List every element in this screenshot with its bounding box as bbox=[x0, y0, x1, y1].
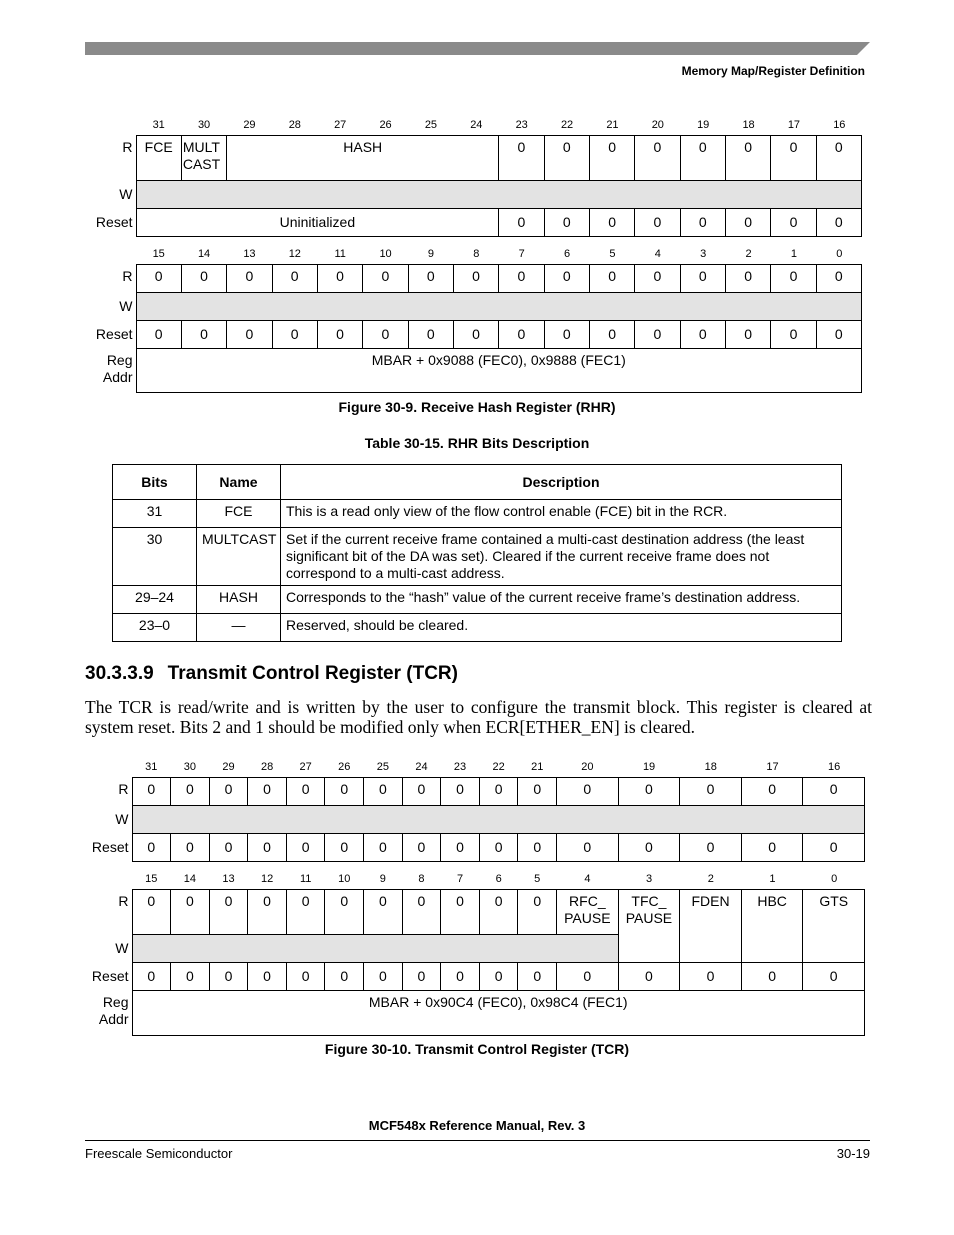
bit-value: 0 bbox=[499, 136, 544, 181]
bit-value: 0 bbox=[518, 834, 557, 862]
bit-value: 0 bbox=[803, 834, 865, 862]
bit-value: 0 bbox=[441, 834, 480, 862]
bit-value: 0 bbox=[402, 890, 441, 935]
bit-value: 0 bbox=[518, 963, 557, 991]
field-rfc-pause: RFC_ PAUSE bbox=[557, 890, 619, 935]
bit-value: 0 bbox=[209, 963, 248, 991]
bit-value: 0 bbox=[544, 136, 589, 181]
bit-value: 0 bbox=[635, 136, 680, 181]
rhr-bit-numbers-upper: 31 30 29 28 27 26 25 24 23 22 21 20 19 18 17 16 bbox=[152, 119, 846, 131]
bit-value: 0 bbox=[132, 890, 171, 935]
field-tfc-pause: TFC_ PAUSE bbox=[618, 890, 680, 963]
bit-value: 0 bbox=[209, 834, 248, 862]
table-row bbox=[113, 500, 842, 528]
reg-addr-label: Reg Addr bbox=[102, 351, 133, 385]
footer-company: Freescale Semiconductor bbox=[85, 1146, 233, 1161]
bit-value: 0 bbox=[499, 209, 544, 237]
bit-value: 0 bbox=[402, 834, 441, 862]
bit-value: 0 bbox=[816, 321, 861, 349]
bit-value: 0 bbox=[181, 265, 226, 293]
bit-value: 0 bbox=[364, 778, 403, 806]
bit-value: 0 bbox=[589, 265, 634, 293]
field-hbc: HBC bbox=[741, 890, 803, 963]
bit-value: 0 bbox=[635, 209, 680, 237]
bit-value: 0 bbox=[618, 834, 680, 862]
bit-value: 0 bbox=[771, 265, 816, 293]
bit-value: 0 bbox=[441, 778, 480, 806]
bit-value: 0 bbox=[816, 136, 861, 181]
bit-value: 0 bbox=[680, 265, 725, 293]
bit-value: 0 bbox=[364, 890, 403, 935]
bit-value: 0 bbox=[453, 321, 498, 349]
bit-value: 0 bbox=[680, 963, 742, 991]
bit-value: 0 bbox=[479, 778, 518, 806]
tcr-bit-numbers-lower: 15 14 13 12 11 10 9 8 7 6 5 4 3 2 1 0 bbox=[145, 873, 838, 885]
reg-addr-label: Reg Addr bbox=[98, 993, 129, 1027]
bit-value: 0 bbox=[518, 890, 557, 935]
bit-value: 0 bbox=[618, 778, 680, 806]
table-title: Table 30-15. RHR Bits Description bbox=[364, 435, 590, 451]
bit-value: 0 bbox=[635, 265, 680, 293]
figure-caption: Figure 30-10. Transmit Control Register (TCR) bbox=[324, 1041, 630, 1057]
column-header-name: Name bbox=[197, 465, 281, 500]
bit-value: 0 bbox=[544, 209, 589, 237]
table-row bbox=[113, 614, 842, 642]
bit-value: 0 bbox=[680, 778, 742, 806]
bit-value: 0 bbox=[136, 321, 181, 349]
section-number: 30.3.3.9 bbox=[85, 663, 154, 684]
bit-value: 0 bbox=[317, 321, 362, 349]
table-row bbox=[113, 528, 842, 586]
bit-value: 0 bbox=[635, 321, 680, 349]
bit-value: 0 bbox=[499, 321, 544, 349]
bit-value: 0 bbox=[544, 265, 589, 293]
bit-value: 0 bbox=[816, 209, 861, 237]
read-row-label: R bbox=[118, 892, 129, 909]
tcr-register-upper bbox=[82, 777, 865, 862]
reset-uninitialized: Uninitialized bbox=[136, 209, 499, 237]
bit-value: 0 bbox=[803, 963, 865, 991]
bit-value: 0 bbox=[325, 778, 364, 806]
bit-value: 0 bbox=[363, 265, 408, 293]
reset-row-label: Reset bbox=[91, 839, 129, 855]
figure-caption: Figure 30-9. Receive Hash Register (RHR) bbox=[338, 399, 616, 415]
bit-value: 0 bbox=[479, 963, 518, 991]
bit-value: 0 bbox=[499, 265, 544, 293]
write-row-shaded bbox=[136, 181, 862, 209]
register-address: MBAR + 0x90C4 (FEC0), 0x98C4 (FEC1) bbox=[132, 991, 865, 1036]
cell-name: HASH bbox=[197, 586, 281, 614]
bit-value: 0 bbox=[248, 778, 287, 806]
column-header-description: Description bbox=[281, 465, 842, 500]
bit-value: 0 bbox=[136, 265, 181, 293]
bit-value: 0 bbox=[171, 963, 210, 991]
write-row-shaded bbox=[136, 293, 862, 321]
register-address: MBAR + 0x9088 (FEC0), 0x9888 (FEC1) bbox=[136, 349, 862, 393]
section-paragraph: The TCR is read/write and is written by the user to configure the transmit block. This register is cleared at system reset. Bits 2 and 1 should be modified only when ECR[ETHER_EN] is cleared. bbox=[85, 697, 872, 737]
cell-bits: 31 bbox=[113, 500, 197, 528]
bit-value: 0 bbox=[680, 209, 725, 237]
bit-value: 0 bbox=[272, 265, 317, 293]
bit-value: 0 bbox=[680, 136, 725, 181]
bit-value: 0 bbox=[479, 834, 518, 862]
running-header: Memory Map/Register Definition bbox=[681, 64, 865, 78]
field-gts: GTS bbox=[803, 890, 865, 963]
bit-value: 0 bbox=[227, 265, 272, 293]
bit-value: 0 bbox=[402, 963, 441, 991]
bit-value: 0 bbox=[589, 136, 634, 181]
field-fce: FCE bbox=[136, 136, 181, 181]
bit-value: 0 bbox=[518, 778, 557, 806]
bit-value: 0 bbox=[680, 834, 742, 862]
bit-value: 0 bbox=[363, 321, 408, 349]
bit-value: 0 bbox=[132, 834, 171, 862]
bit-value: 0 bbox=[248, 834, 287, 862]
bit-value: 0 bbox=[286, 834, 325, 862]
bit-value: 0 bbox=[544, 321, 589, 349]
bit-value: 0 bbox=[771, 321, 816, 349]
cell-name: MULTCAST bbox=[197, 528, 281, 586]
field-fden: FDEN bbox=[680, 890, 742, 963]
bit-value: 0 bbox=[286, 963, 325, 991]
write-row-label: W bbox=[115, 940, 129, 956]
bit-value: 0 bbox=[441, 963, 480, 991]
bit-value: 0 bbox=[618, 963, 680, 991]
bit-value: 0 bbox=[557, 778, 619, 806]
cell-description: This is a read only view of the flow control enable (FCE) bit in the RCR. bbox=[281, 500, 842, 528]
page-number: 30-19 bbox=[836, 1146, 870, 1161]
read-row-label: R bbox=[122, 267, 133, 284]
bit-value: 0 bbox=[171, 834, 210, 862]
cell-description: Set if the current receive frame contained a multi-cast destination address (the least significant bit of the DA was set). Cleared if the current receive frame does not correspond to a multi-cast address. bbox=[281, 528, 842, 586]
cell-bits: 23–0 bbox=[113, 614, 197, 642]
rhr-register-lower bbox=[86, 264, 862, 393]
bit-value: 0 bbox=[132, 778, 171, 806]
field-hash: HASH bbox=[227, 136, 499, 181]
bit-value: 0 bbox=[325, 963, 364, 991]
bit-value: 0 bbox=[181, 321, 226, 349]
bit-value: 0 bbox=[402, 778, 441, 806]
bit-value: 0 bbox=[132, 963, 171, 991]
bit-value: 0 bbox=[741, 778, 803, 806]
header-bar bbox=[85, 42, 870, 55]
bit-value: 0 bbox=[741, 963, 803, 991]
bit-value: 0 bbox=[725, 265, 770, 293]
bit-value: 0 bbox=[408, 265, 453, 293]
footer-divider bbox=[85, 1140, 870, 1141]
write-row-label: W bbox=[119, 298, 133, 314]
bit-value: 0 bbox=[680, 321, 725, 349]
bit-value: 0 bbox=[227, 321, 272, 349]
read-row-label: R bbox=[118, 780, 129, 797]
reset-row-label: Reset bbox=[91, 968, 129, 984]
bit-value: 0 bbox=[771, 209, 816, 237]
bit-value: 0 bbox=[408, 321, 453, 349]
bit-value: 0 bbox=[453, 265, 498, 293]
footer-manual-title: MCF548x Reference Manual, Rev. 3 bbox=[368, 1118, 586, 1133]
cell-name: FCE bbox=[197, 500, 281, 528]
rhr-bit-numbers-lower: 15 14 13 12 11 10 9 8 7 6 5 4 3 2 1 0 bbox=[152, 248, 843, 260]
bit-value: 0 bbox=[364, 834, 403, 862]
read-row-label: R bbox=[122, 138, 133, 155]
bit-value: 0 bbox=[479, 890, 518, 935]
bit-value: 0 bbox=[248, 963, 287, 991]
bit-value: 0 bbox=[557, 834, 619, 862]
field-multcast: MULT CAST bbox=[181, 136, 226, 181]
tcr-bit-numbers-upper: 31 30 29 28 27 26 25 24 23 22 21 20 19 18 17 16 bbox=[145, 761, 841, 773]
rhr-bits-description-table bbox=[112, 464, 842, 642]
cell-description: Reserved, should be cleared. bbox=[281, 614, 842, 642]
bit-value: 0 bbox=[725, 136, 770, 181]
write-row-shaded bbox=[132, 935, 618, 963]
bit-value: 0 bbox=[325, 834, 364, 862]
section-heading bbox=[85, 663, 458, 685]
bit-value: 0 bbox=[589, 321, 634, 349]
write-row-shaded bbox=[132, 806, 865, 834]
write-row-label: W bbox=[119, 186, 133, 202]
bit-value: 0 bbox=[441, 890, 480, 935]
bit-value: 0 bbox=[317, 265, 362, 293]
bit-value: 0 bbox=[589, 209, 634, 237]
bit-value: 0 bbox=[286, 778, 325, 806]
cell-bits: 29–24 bbox=[113, 586, 197, 614]
bit-value: 0 bbox=[557, 963, 619, 991]
bit-value: 0 bbox=[171, 778, 210, 806]
rhr-register-upper bbox=[86, 135, 862, 237]
bit-value: 0 bbox=[325, 890, 364, 935]
table-row bbox=[113, 586, 842, 614]
bit-value: 0 bbox=[771, 136, 816, 181]
reset-row-label: Reset bbox=[95, 214, 133, 230]
bit-value: 0 bbox=[248, 890, 287, 935]
bit-value: 0 bbox=[725, 321, 770, 349]
cell-name: — bbox=[197, 614, 281, 642]
bit-value: 0 bbox=[816, 265, 861, 293]
bit-value: 0 bbox=[286, 890, 325, 935]
section-title: Transmit Control Register (TCR) bbox=[167, 663, 458, 684]
tcr-register-lower bbox=[82, 889, 865, 1036]
column-header-bits: Bits bbox=[113, 465, 197, 500]
bit-value: 0 bbox=[171, 890, 210, 935]
bit-value: 0 bbox=[209, 778, 248, 806]
bit-value: 0 bbox=[803, 778, 865, 806]
bit-value: 0 bbox=[741, 834, 803, 862]
bit-value: 0 bbox=[364, 963, 403, 991]
reset-row-label: Reset bbox=[95, 326, 133, 342]
bit-value: 0 bbox=[725, 209, 770, 237]
cell-description: Corresponds to the “hash” value of the current receive frame’s destination address. bbox=[281, 586, 842, 614]
cell-bits: 30 bbox=[113, 528, 197, 586]
bit-value: 0 bbox=[209, 890, 248, 935]
write-row-label: W bbox=[115, 811, 129, 827]
bit-value: 0 bbox=[272, 321, 317, 349]
